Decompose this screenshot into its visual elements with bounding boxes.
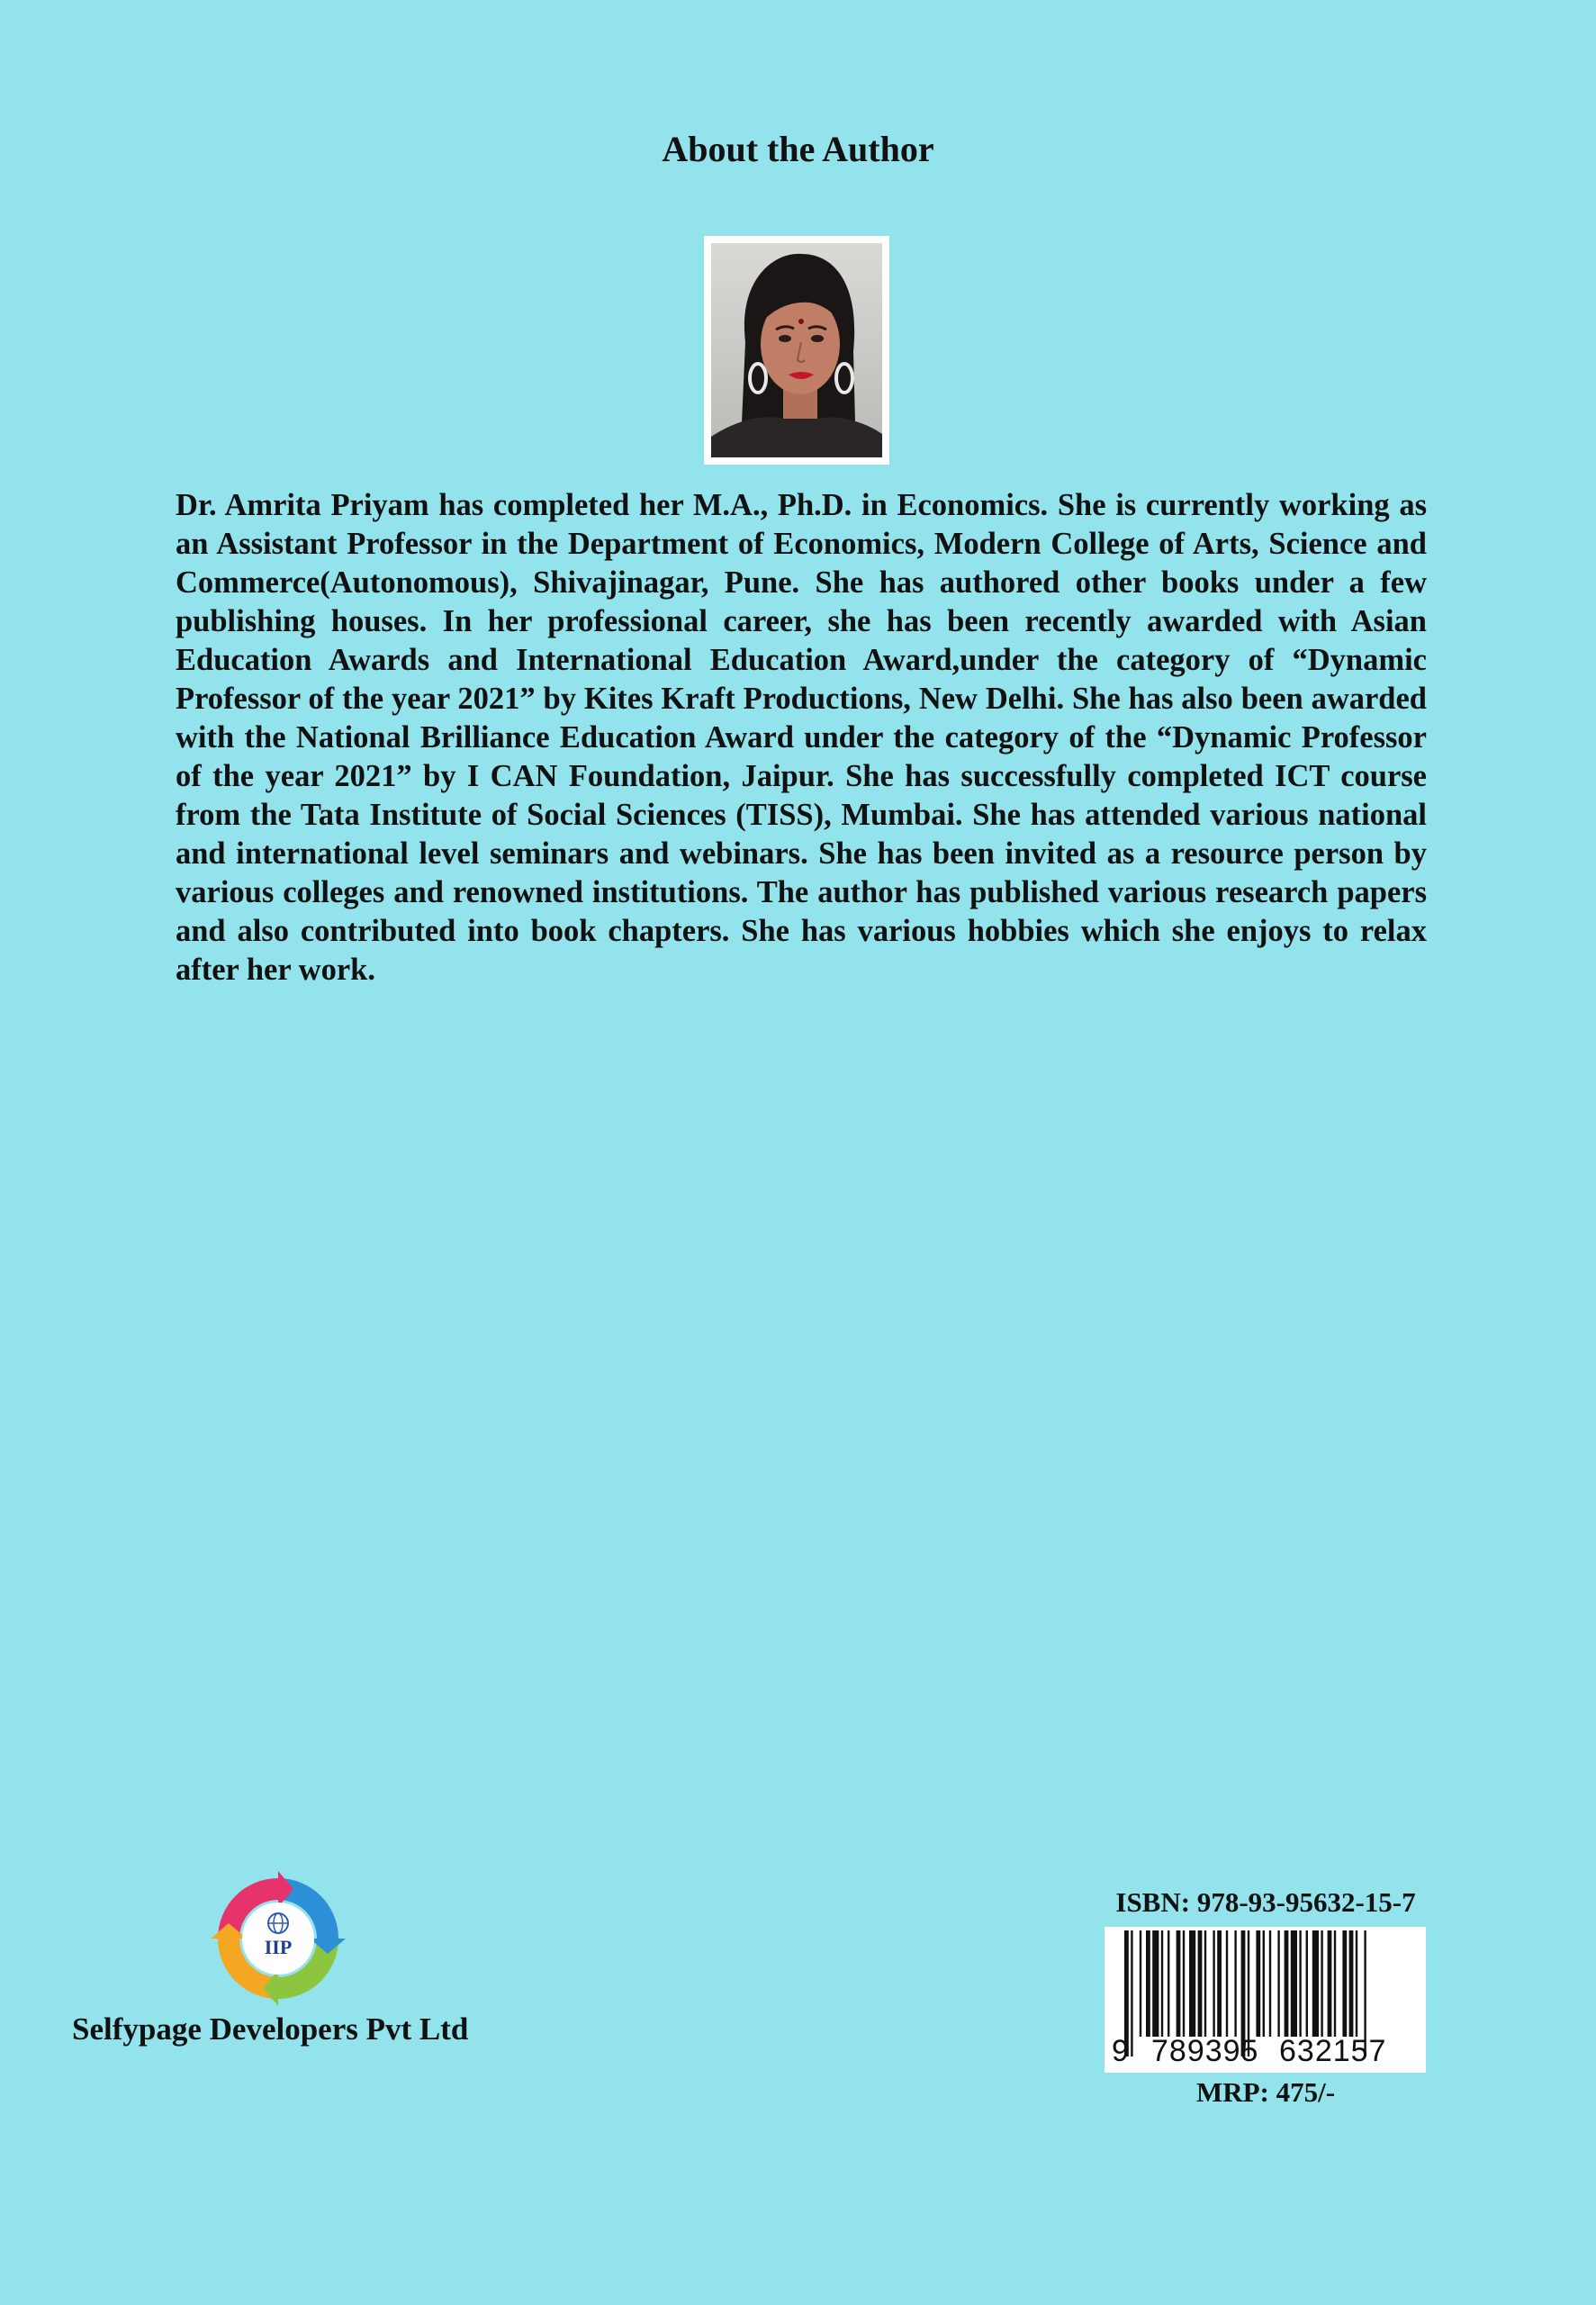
barcode-bar	[1291, 1930, 1297, 2037]
barcode-bar	[1217, 1930, 1222, 2037]
barcode-bar	[1146, 1930, 1150, 2037]
author-photo	[704, 236, 889, 465]
barcode-bar	[1204, 1930, 1206, 2037]
page-title: About the Author	[662, 129, 934, 169]
isbn-label: ISBN: 978-93-95632-15-7	[1115, 1886, 1416, 1918]
barcode-bar	[1321, 1930, 1322, 2037]
barcode-bar	[1263, 1930, 1265, 2037]
barcode-bar	[1312, 1930, 1319, 2037]
barcode-bar	[1269, 1930, 1271, 2037]
author-portrait-icon	[711, 243, 882, 457]
barcode-bar	[1198, 1930, 1203, 2037]
barcode-bar	[1349, 1930, 1354, 2037]
barcode-bar	[1285, 1930, 1289, 2037]
author-bio: Dr. Amrita Priyam has completed her M.A., Ph.D. in Economics. She is currently working as an Assistant Professor in the Department of Economics, Modern College of Arts, Science and Commerce(Autonomous), Shivajinagar, Pune. She has authored other books under a few publishing houses. In her professional career, she has been recently awarded with Asian Education Awards and International Education Award,under the category of “Dynamic Professor of the year 2021” by Kites Kraft Productions, New Delhi. She has also been awarded with the National Brilliance Education Award under the category of the “Dynamic Professor of the year 2021” by I CAN Foundation, Jaipur. She has successfully completed ICT course from the Tata Institute of Social Sciences (TISS), Mumbai. She has attended various national and international level seminars and webinars. She has been invited as a resource person by various colleges and renowned institutions. The author has published various research papers and also contributed into book chapters. She has various hobbies which she enjoys to relax after her work.	[176, 488, 1427, 987]
barcode-digit-group-2: 632157	[1279, 2034, 1387, 2068]
barcode-bar	[1342, 1930, 1347, 2037]
barcode-bar	[1226, 1930, 1228, 2037]
barcode-bar	[1256, 1930, 1260, 2037]
barcode-bar	[1328, 1930, 1332, 2037]
barcode-bar	[1140, 1930, 1141, 2037]
barcode-bar	[1161, 1930, 1163, 2037]
price-label: MRP: 475/-	[1195, 2076, 1336, 2108]
barcode-bar	[1168, 1930, 1169, 2037]
barcode-bar	[1152, 1930, 1159, 2037]
barcode-bar	[1334, 1930, 1336, 2037]
barcode-digits	[1105, 2033, 1426, 2069]
barcode-digit-first: 9	[1112, 2034, 1130, 2068]
barcode-digit-group-1: 789395	[1151, 2034, 1259, 2068]
barcode-bar	[1213, 1930, 1214, 2037]
barcode-bar	[1189, 1930, 1195, 2037]
barcode-bar	[1177, 1930, 1181, 2037]
isbn-barcode	[1105, 1927, 1426, 2073]
iip-publisher-logo-icon	[211, 1871, 346, 2006]
logo-initials: IIP	[264, 1936, 293, 1958]
barcode-bar	[1234, 1930, 1236, 2037]
barcode-bar	[1356, 1930, 1357, 2037]
barcode-bar	[1306, 1930, 1308, 2037]
barcode-bar	[1183, 1930, 1185, 2037]
barcode-bar	[1299, 1930, 1301, 2037]
barcode-bar	[1277, 1930, 1279, 2037]
publisher-name: Selfypage Developers Pvt Ltd	[72, 2011, 469, 2047]
